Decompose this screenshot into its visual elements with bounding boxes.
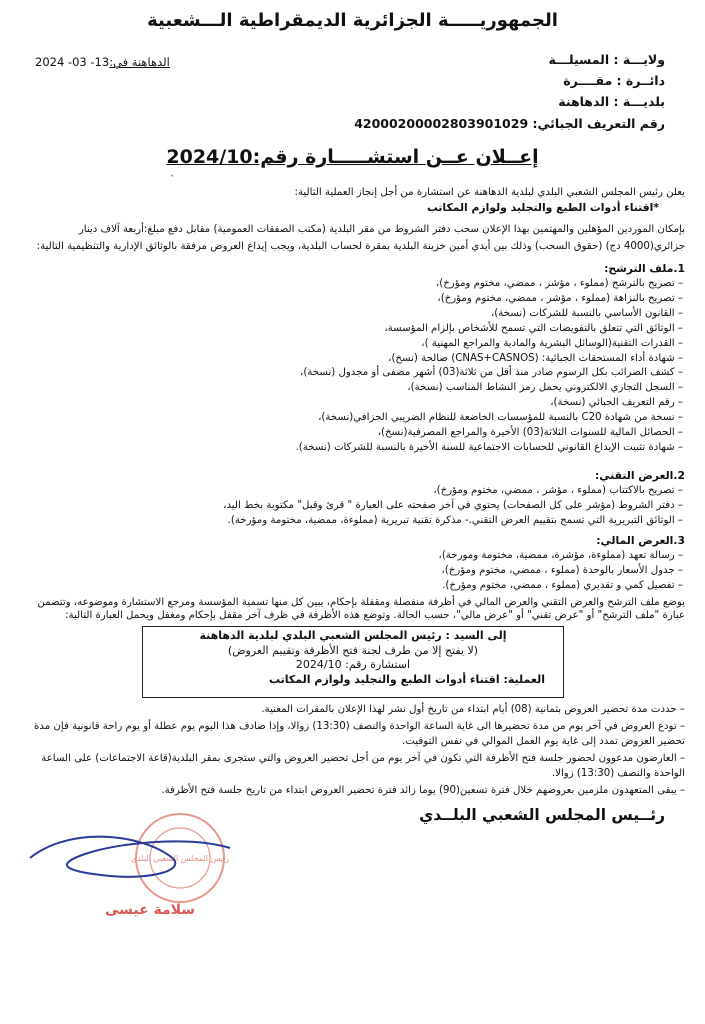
list-item: – رقم التعريف الجبائي (نسخة)، <box>296 396 683 411</box>
list-item: – يبقى المتعهدون ملزمين بعروضهم خلال فترة تسعين(90) يوما زائد فترة تحضير العروض ابتداء من تاريخ جلسة فتح الأظرفة. <box>17 783 685 798</box>
date-line <box>35 55 170 69</box>
list-item: – نسخة من شهادة C20 بالنسبة للمؤسسات الخاضعة للنظام الضريبي الجزافي(نسخة)، <box>296 411 683 426</box>
list-item: – الوثائق التي تتعلق بالتفويضات التي تسمح للأشخاص بإلزام المؤسسة، <box>296 322 683 337</box>
para-2: جزائري(4000 دج) (حقوق السحب) وذلك بين أيدي أمين خزينة البلدية بمقرة لحساب البلدية، ويجب إيداع العروض مرفقة بالوثائق الإدارية والتنظيمية التالية: <box>36 241 685 252</box>
list-item: – تصريح بالنزاهة (مملوء ، مؤشر ، ممضي، مختوم ومؤرخ)، <box>296 292 683 307</box>
signatory-name: سلامة عيسى <box>104 902 196 918</box>
section-1-title: 1.ملف الترشح: <box>604 262 685 275</box>
envelope-note-line: (لا يفتح إلا من طرف لجنة فتح الأظرفة وتقييم العروض) <box>227 643 479 657</box>
signature-title: رئــيس المجلس الشعبي البلــدي <box>419 806 665 824</box>
wilaya-line: ولايـــة : المسيلـــة <box>548 52 665 67</box>
list-item: – جدول الأسعار بالوحدة (مملوء ، ممضي، مختوم ومؤرخ)، <box>439 564 683 579</box>
list-item: – السجل التجاري الالكتروني يحمل رمز النشاط المناسب (نسخة)، <box>296 381 683 396</box>
list-item: – القانون الأساسي بالنسبة للشركات (نسخة)، <box>296 307 683 322</box>
section-2-list <box>223 484 683 529</box>
date-label: الدهاهنة في: <box>109 55 170 69</box>
list-item: – تصريح بالاكتتاب (مملوء ، مؤشر ، ممضي، مختوم ومؤرخ)، <box>223 484 683 499</box>
section-2-title: 2.العرض التقني: <box>594 469 685 482</box>
envelope-note: يوضع ملف الترشح والعرض التقني والعرض المالي في أظرفة منفصلة ومقفلة بإحكام، يبين كل منها تسمية المؤسسة ومرجع الاستشارة وموضوعه، وتتضمن عبارة "ملف الترشح" أو "عرض تقني" أو "عرض مالي"، حسب الحالة. وتوضع هذه الأظرفة في ظرف آخر مقفل بإحكام ومغفل ويحمل العبارة التالية: <box>37 597 685 621</box>
list-item: – شهادة أداء المستحقات الجبائية: (CNAS+CASNOS) صالحة (نسخ)، <box>296 352 683 367</box>
list-item: – تصريح بالترشح (مملوء ، مؤشر ، ممضي، مختوم ومؤرخ)، <box>296 277 683 292</box>
date-value: 13- 03- 2024 <box>35 55 110 69</box>
list-item: – تفصيل كمي و تقديري (مملوء ، ممضي، مختوم ومؤرخ). <box>439 579 683 594</box>
list-item: – تودع العروض في آخر يوم من مدة تحضيرها الى غاية الساعة الواحدة والنصف (13:30) زوالا، وإذا صادف هذا اليوم يوم عطلة أو يوم راحة قانونية فإن مدة تحضير العروض تمدد إلى غاية يوم العمل الموالي في نفس التوقيت. <box>17 719 685 749</box>
list-item: – رسالة تعهد (مملوءة، مؤشرة، ممضية، مختومة ومورخة)، <box>439 549 683 564</box>
republic-title: الجمهوريـــــة الجزائرية الديمقراطية الـــشعبية <box>147 10 558 31</box>
section-1-list <box>296 277 683 456</box>
announcement-title: إعــلان عــن استشـــــارة رقم:2024/10 <box>166 146 539 168</box>
list-item: – الوثائق التبريرية التي تسمح بتقييم العرض التقني.- مذكرة تقنية تبريرية (مملوءة، ممضية، مختومة ومؤرخة). <box>223 514 683 529</box>
envelope-ref: استشارة رقم: 2024/10 <box>295 658 411 671</box>
list-item: – القدرات التقنية(الوسائل البشرية والمادية والمراجع المهنية )، <box>296 337 683 352</box>
section-3-title: 3.العرض المالي: <box>596 534 685 547</box>
daira-line: دائــرة : مقــــرة <box>563 73 665 88</box>
final-bullets <box>17 702 685 800</box>
stamp-signature-area <box>0 806 300 926</box>
envelope-box <box>142 626 564 698</box>
stamp-text: رئيس المجلس الشعبي البلدي <box>130 854 230 863</box>
intro-text: يعلن رئيس المجلس الشعبي البلدي لبلدية الدهاهنة عن استشارة من أجل إنجاز العملية التالية: <box>294 187 685 198</box>
list-item: – الحصائل المالية للسنوات الثلاثة(03) الأخيرة والمراجع المصرفية(نسخ)، <box>296 426 683 441</box>
envelope-to: إلى السيد : رئيس المجلس الشعبي البلدي لبلدية الدهاهنة <box>199 629 507 642</box>
envelope-operation: العملية: اقتناء أدوات الطبع والتجليد ولوازم المكاتب <box>268 672 545 686</box>
list-item: – شهادة تثبيت الإيداع القانوني للحسابات الاجتماعية للسنة الأخيرة بالنسبة للشركات (نسخة). <box>296 441 683 456</box>
list-item: – كشف الضرائب بكل الرسوم صادر منذ أقل من ثلاثة(03) أشهر مصفى أو مجدول (نسخة)، <box>296 366 683 381</box>
list-item: – دفتر الشروط (مؤشر على كل الصفحات) يحتوي في آخر صفحته على العبارة " قرئ وقبل" مكتوبة بخط اليد، <box>223 499 683 514</box>
dot-mark: ˎ <box>170 166 175 177</box>
official-stamp <box>131 814 230 902</box>
para-1: بإمكان الموردين المؤهلين والمهتمين بهذا الإعلان سحب دفتر الشروط من مقر البلدية (مكتب الصفقات العمومية) مقابل دفع مبلغ:أربعة آلاف دينار <box>78 224 685 235</box>
nif-line: رقم التعريف الجبائي: 42000200002803901029 <box>354 116 665 131</box>
section-3-list <box>439 549 683 594</box>
list-item: – العارضون مدعوون لحضور جلسة فتح الأظرفة التي تكون في آخر يوم من أجل تحضير العروض والتي ستجرى بمقر البلدية(قاعة الاجتماعات) على الساعة الواحدة والنصف (13:30) زوالا. <box>17 751 685 781</box>
operation-line: *اقتناء أدوات الطبع والتجليد ولوازم المكاتب <box>426 201 659 214</box>
list-item: – حددت مدة تحضير العروض بثمانية (08) أيام ابتداء من تاريخ أول نشر لهذا الإعلان بالمقرات المعنية. <box>17 702 685 717</box>
commune-line: بلديـــة : الدهاهنة <box>558 94 665 109</box>
